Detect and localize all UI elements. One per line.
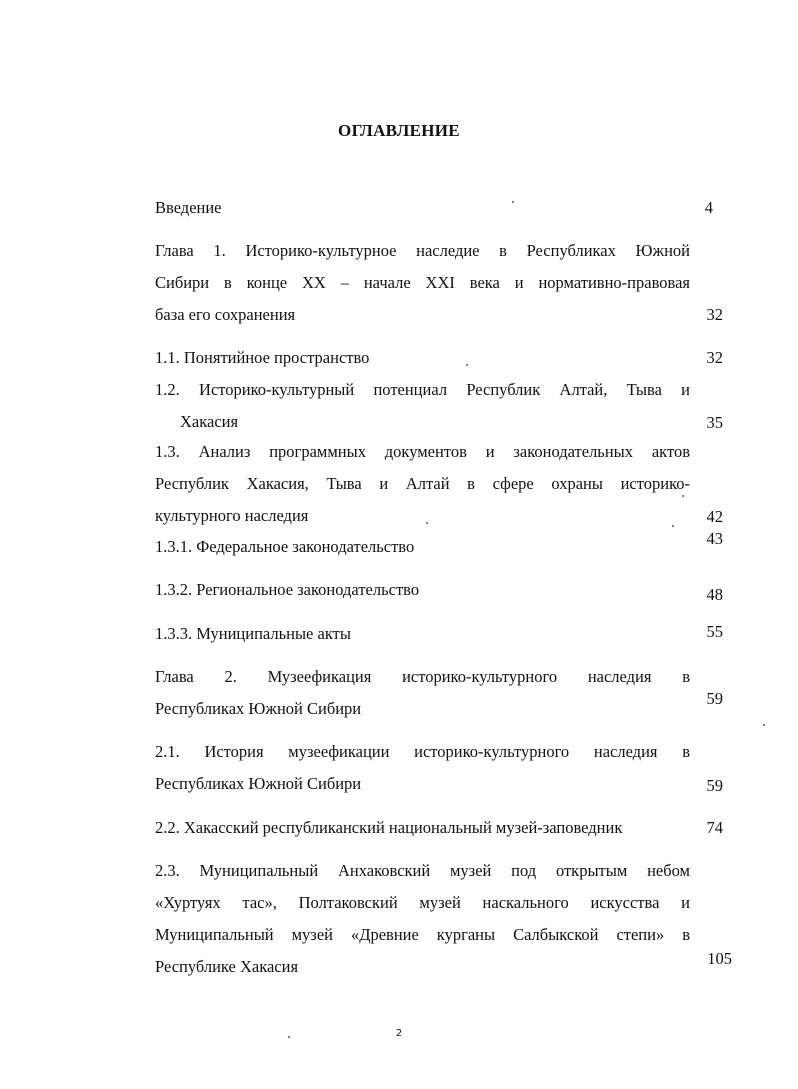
toc-page-number: 74 (706, 818, 723, 837)
scan-speck (763, 724, 765, 726)
scan-speck (682, 495, 684, 497)
toc-page-number: 4 (704, 198, 713, 217)
toc-entry-1-2-line-1: 1.2. Историко-культурный потенциал Республик Алтай, Тыва и (155, 380, 690, 399)
toc-page-number: 59 (706, 776, 723, 795)
toc-entry-2-3-line-1: 2.3. Муниципальный Анхаковский музей под открытым небом (155, 861, 690, 880)
scan-speck (426, 522, 428, 524)
page-number-footer: 2 (395, 1028, 403, 1039)
toc-entry-1-3-line-1: 1.3. Анализ программных документов и законодательных актов (155, 442, 690, 461)
toc-page-number: 32 (706, 348, 723, 367)
toc-entry-chapter-2-line-2: Республиках Южной Сибири (155, 699, 362, 718)
toc-page-number: 35 (706, 413, 723, 432)
toc-page-number: 105 (707, 949, 732, 968)
toc-entry-introduction: Введение (155, 198, 222, 217)
scan-speck (672, 525, 674, 527)
toc-entry-1-2-line-2: Хакасия (180, 412, 239, 431)
scan-speck (288, 1036, 290, 1038)
toc-entry-1-3-2: 1.3.2. Региональное законодательство (155, 580, 420, 599)
toc-entry-chapter-1-line-3: база его сохранения (155, 305, 296, 324)
toc-title: ОГЛАВЛЕНИЕ (338, 121, 460, 140)
toc-entry-2-1-line-2: Республиках Южной Сибири (155, 774, 362, 793)
toc-entry-2-1-line-1: 2.1. История музеефикации историко-культурного наследия в (155, 742, 690, 761)
toc-entry-2-3-line-2: «Хуртуях тас», Полтаковский музей наскального искусства и (155, 893, 690, 912)
toc-entry-2-3-line-3: Муниципальный музей «Древние курганы Салбыкской степи» в (155, 925, 690, 944)
toc-entry-1-3-3: 1.3.3. Муниципальные акты (155, 624, 351, 643)
toc-entry-chapter-1-line-1: Глава 1. Историко-культурное наследие в Республиках Южной (155, 241, 690, 260)
toc-entry-1-3-line-3: культурного наследия (155, 506, 309, 525)
toc-page-number: 48 (706, 585, 723, 604)
toc-entry-1-3-1: 1.3.1. Федеральное законодательство (155, 537, 415, 556)
toc-page-number: 59 (706, 689, 723, 708)
scan-speck (512, 201, 514, 203)
toc-page-number: 42 (706, 507, 723, 526)
toc-entry-chapter-1-line-2: Сибири в конце XX – начале XXI века и нормативно-правовая (155, 273, 690, 292)
toc-entry-2-3-line-4: Республике Хакасия (155, 957, 299, 976)
toc-page-number: 55 (706, 622, 723, 641)
toc-entry-chapter-2-line-1: Глава 2. Музеефикация историко-культурного наследия в (155, 667, 690, 686)
toc-entry-1-3-line-2: Республик Хакасия, Тыва и Алтай в сфере охраны историко- (155, 474, 690, 493)
toc-page-number: 32 (706, 305, 723, 324)
scan-speck (466, 364, 468, 366)
toc-page-number: 43 (706, 529, 723, 548)
toc-entry-1-1: 1.1. Понятийное пространство (155, 348, 370, 367)
toc-entry-2-2: 2.2. Хакасский республиканский национальный музей-заповедник (155, 818, 623, 837)
